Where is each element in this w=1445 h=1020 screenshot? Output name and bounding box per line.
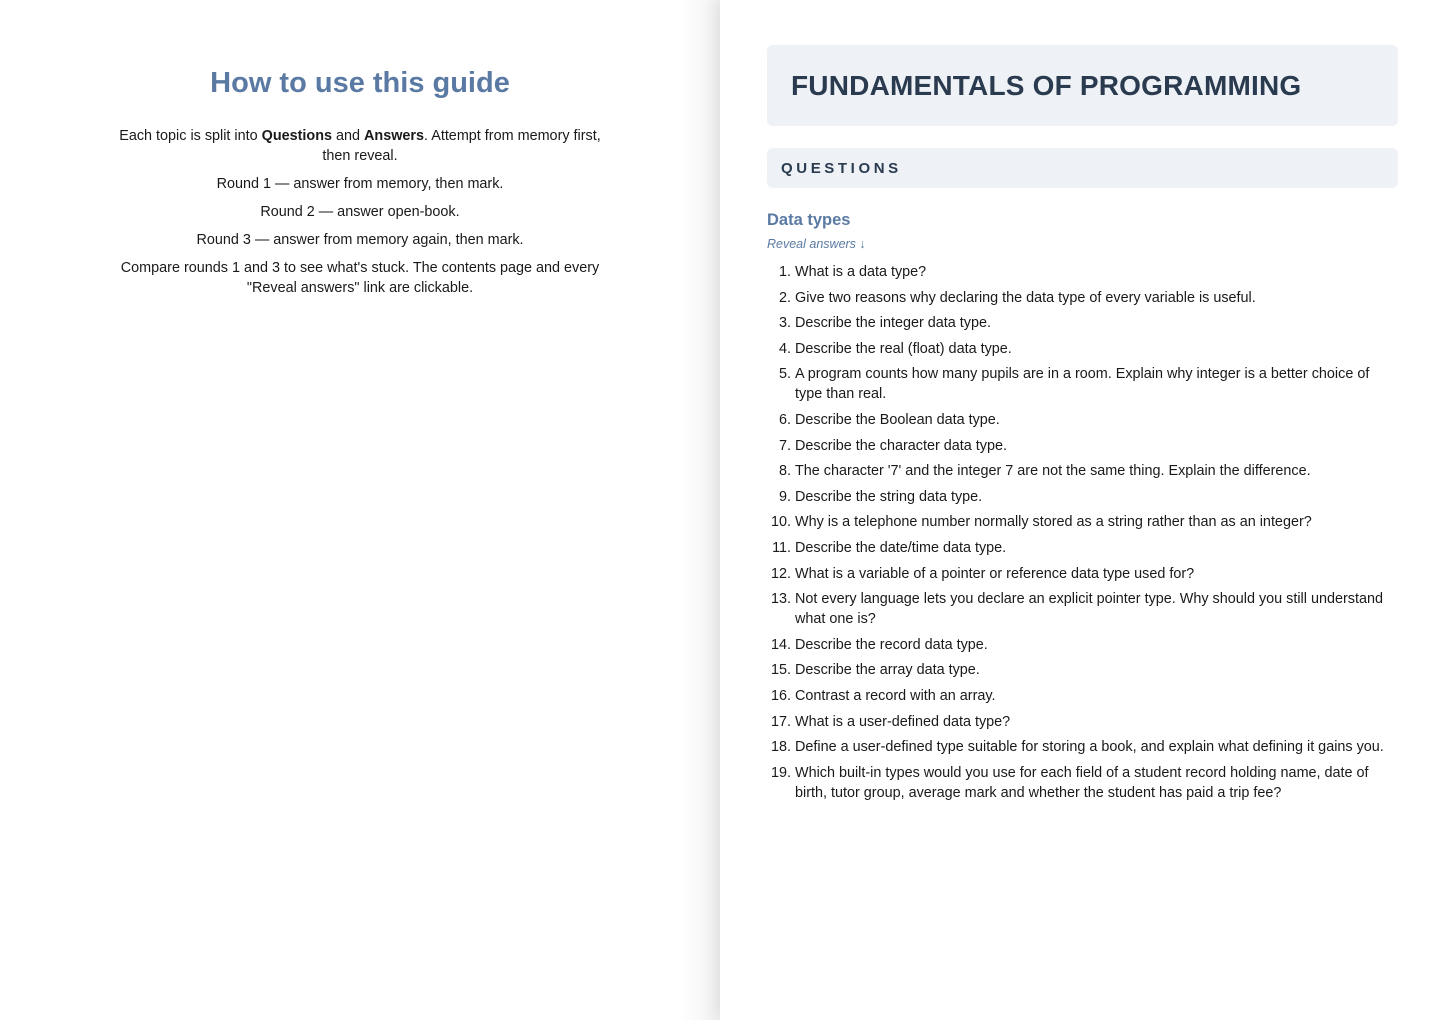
- intro-text-2: and: [332, 128, 365, 144]
- guide-instructions: [105, 62, 615, 306]
- round-3-instruction: Round 3 — answer from memory again, then mark.: [196, 232, 524, 248]
- question-text: What is a variable of a pointer or reference data type used for?: [795, 565, 1195, 582]
- question-number: 1.: [778, 264, 791, 280]
- question-text: A program counts how many pupils are in a room. Explain why integer is a better choice of type than real.: [795, 366, 1370, 403]
- question-item: [767, 410, 1398, 430]
- question-item: [767, 461, 1398, 481]
- question-item: [767, 487, 1398, 507]
- question-text: Contrast a record with an array.: [795, 687, 996, 704]
- question-text: Describe the integer data type.: [795, 315, 991, 332]
- question-number: 4.: [778, 340, 791, 357]
- question-item: [767, 737, 1398, 757]
- question-number: 12.: [770, 565, 791, 582]
- guide-title: How to use this guide: [210, 67, 510, 99]
- question-text: Not every language lets you declare an explicit pointer type. Why should you still understand what one is?: [795, 591, 1383, 628]
- question-item: [767, 436, 1398, 456]
- question-item: [767, 538, 1398, 558]
- question-item: [767, 512, 1398, 532]
- question-text: What is a user-defined data type?: [795, 713, 1011, 730]
- intro-text-1: Each topic is split into: [119, 128, 262, 144]
- question-item: [767, 288, 1398, 308]
- question-number: 18.: [770, 739, 791, 756]
- round-1-instruction: Round 1 — answer from memory, then mark.: [216, 176, 504, 192]
- question-number: 11.: [772, 539, 791, 556]
- chapter-title: FUNDAMENTALS OF PROGRAMMING: [791, 69, 1302, 101]
- question-item: [767, 262, 1398, 282]
- question-number: 13.: [770, 591, 791, 608]
- question-text: What is a data type?: [795, 264, 927, 280]
- question-number: 17.: [770, 713, 791, 730]
- round-2-instruction: Round 2 — answer open-book.: [260, 204, 460, 220]
- question-item: [767, 589, 1398, 629]
- question-number: 14.: [770, 636, 791, 653]
- topic-title: Data types: [767, 211, 851, 229]
- question-number: 2.: [778, 289, 791, 306]
- question-item: [767, 635, 1398, 655]
- question-text: Describe the string data type.: [795, 488, 983, 505]
- question-item: [767, 313, 1398, 333]
- intro-bold-questions: Questions: [261, 128, 332, 144]
- question-item: [767, 564, 1398, 584]
- question-text: The character '7' and the integer 7 are not the same thing. Explain the difference.: [795, 463, 1311, 480]
- question-number: 9.: [778, 488, 791, 505]
- question-text: Why is a telephone number normally stored as a string rather than as an integer?: [795, 514, 1312, 531]
- question-text: Describe the real (float) data type.: [795, 340, 1012, 357]
- question-number: 7.: [778, 437, 791, 454]
- question-number: 5.: [778, 366, 791, 383]
- question-text: Describe the character data type.: [795, 437, 1007, 454]
- question-text: Describe the record data type.: [795, 636, 988, 653]
- question-list: [767, 262, 1398, 803]
- intro-text-3: . Attempt from memory first, then reveal.: [322, 128, 601, 164]
- right-page: [720, 0, 1445, 1020]
- question-text: Which built-in types would you use for each field of a student record holding name, date of birth, tutor group, average mark and whether the student has paid a trip fee?: [795, 764, 1369, 801]
- intro-bold-answers: Answers: [364, 128, 425, 144]
- chapter-banner: [767, 45, 1398, 126]
- question-number: 19.: [770, 764, 791, 781]
- question-item: [767, 763, 1398, 803]
- question-item: [767, 660, 1398, 680]
- question-item: [767, 712, 1398, 732]
- question-item: [767, 339, 1398, 359]
- section-banner: [767, 148, 1398, 188]
- question-number: 6.: [778, 411, 791, 428]
- question-number: 15.: [770, 662, 791, 679]
- question-text: Describe the date/time data type.: [795, 539, 1007, 556]
- question-text: Describe the array data type.: [795, 662, 980, 679]
- reveal-answers-link[interactable]: Reveal answers ↓: [767, 237, 866, 251]
- question-number: 8.: [778, 463, 791, 480]
- guide-closing: Compare rounds 1 and 3 to see what's stuck. The contents page and every "Reveal answers" link are clickable.: [120, 260, 600, 296]
- question-text: Describe the Boolean data type.: [795, 411, 1000, 428]
- question-item: [767, 364, 1398, 404]
- left-page: [0, 0, 720, 1020]
- question-number: 16.: [770, 687, 791, 704]
- guide-intro: [105, 126, 615, 166]
- section-title: QUESTIONS: [781, 159, 902, 177]
- question-text: Define a user-defined type suitable for storing a book, and explain what defining it gains you.: [795, 739, 1384, 756]
- question-text: Give two reasons why declaring the data type of every variable is useful.: [795, 289, 1256, 306]
- question-number: 10.: [770, 514, 791, 531]
- question-number: 3.: [778, 315, 791, 332]
- question-item: [767, 686, 1398, 706]
